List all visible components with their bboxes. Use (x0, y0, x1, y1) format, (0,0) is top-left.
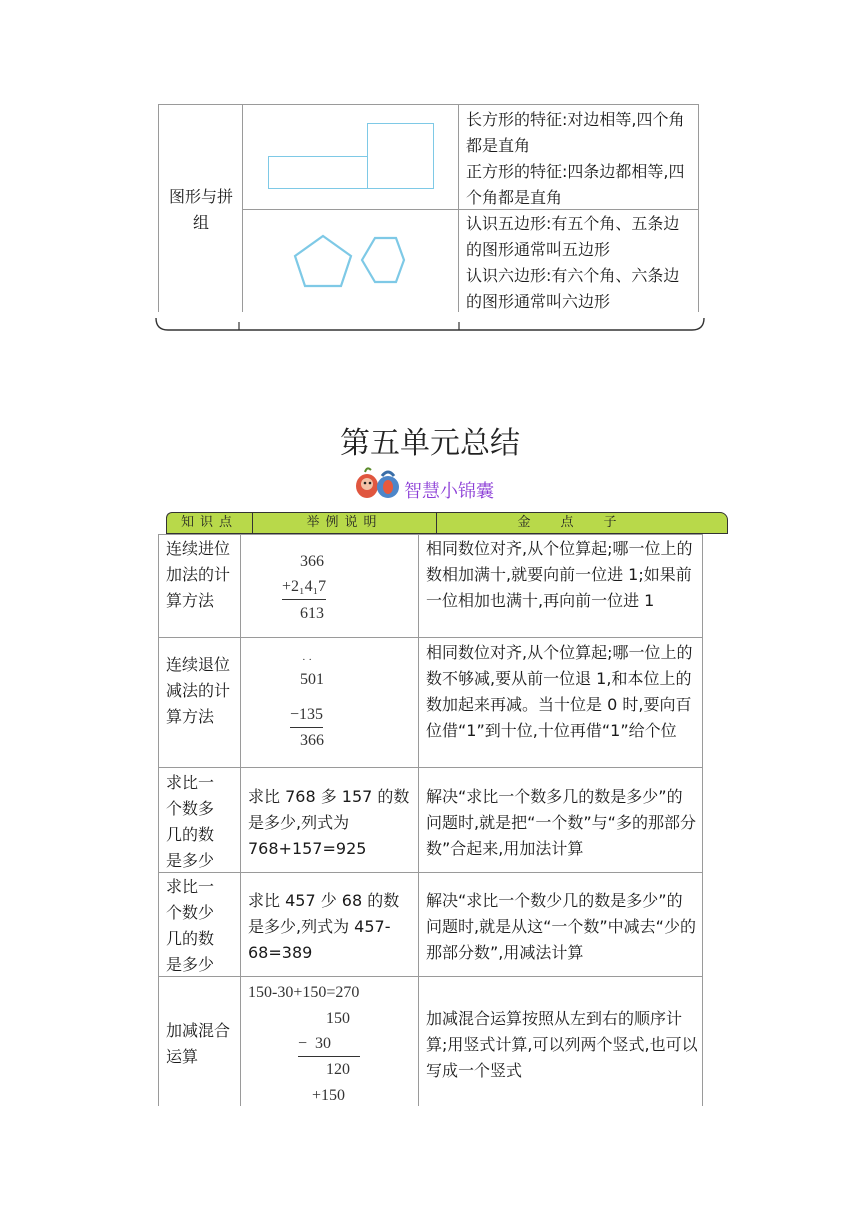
top-table-border (458, 104, 459, 312)
row-topic: 求比一个数多几的数是多少 (166, 773, 215, 870)
row-tip: 解决“求比一个数少几的数是多少”的问题时,就是从这“一个数”中减去“少的那部分数”,用减法计算 (426, 891, 696, 962)
table-rule (158, 534, 159, 1106)
top-table-border (698, 104, 699, 312)
top-table-border (158, 104, 698, 105)
example-line: +150 (312, 1087, 346, 1104)
pentagon-figure (295, 236, 351, 286)
example-line: 366 (300, 553, 324, 570)
example-line: 366 (300, 732, 324, 749)
header-example: 举例说明 (252, 512, 436, 534)
rectangle-figure (268, 156, 368, 189)
table-bottom-bracket (152, 312, 708, 334)
row-example: 求比 457 少 68 的数是多少,列式为 457-68=389 (248, 891, 400, 962)
row-topic: 连续进位加法的计算方法 (166, 539, 231, 610)
row-tip: 解决“求比一个数多几的数是多少”的问题时,就是把“一个数”与“多的那部分数”合起来,用加法计算 (426, 787, 696, 858)
top-table-border (158, 104, 159, 312)
row-example: 求比 768 多 157 的数是多少,列式为 768+157=925 (248, 787, 410, 858)
subtitle-tips: 智慧小锦囊 (404, 481, 494, 502)
square-figure (367, 123, 434, 189)
row-tip: 相同数位对齐,从个位算起;哪一位上的数相加满十,就要向前一位进 1;如果前一位相加也满十,再向前一位进 1 (426, 539, 693, 610)
row-tip: 相同数位对齐,从个位算起;哪一位上的数不够减,要从前一位退 1,和本位上的数加起来再减。当十位是 0 时,要向百位借“1”到十位,十位再借“1”给个位 (426, 643, 693, 740)
top-table-border (242, 104, 243, 312)
mascot-icon (353, 464, 403, 500)
example-line: 501 (300, 671, 324, 688)
row-topic: 加减混合运算 (166, 1021, 231, 1066)
header-knowledge-point: 知识点 (166, 512, 252, 534)
table-rule (702, 534, 703, 1106)
example-line: −135 (290, 703, 323, 728)
example-line: 613 (300, 605, 324, 622)
pentagon-hexagon-description: 认识五边形:有五个角、五条边的图形通常叫五边形 认识六边形:有六个角、六条边的图形通常叫六边形 (466, 214, 680, 311)
borrow-dots: · · (302, 654, 313, 666)
example-line: − 30 (298, 1032, 360, 1057)
rectangle-square-description: 长方形的特征:对边相等,四个角都是直角 正方形的特征:四条边都相等,四个角都是直角 (466, 110, 685, 207)
example-line: 150-30+150=270 (248, 984, 360, 1001)
row-topic: 求比一个数少几的数是多少 (166, 877, 215, 974)
shape-category: 图形与拼组 (168, 187, 233, 232)
header-golden-tip: 金点子 (436, 512, 728, 534)
hexagon-figure (362, 238, 404, 282)
unit-summary-title: 第五单元总结 (340, 426, 520, 461)
example-line: +2₁4₁7 (282, 575, 326, 600)
example-line: 120 (326, 1061, 350, 1078)
example-line: 150 (326, 1010, 350, 1027)
table-rule (240, 534, 241, 1106)
row-topic: 连续退位减法的计算方法 (166, 655, 231, 726)
table-rule (418, 534, 419, 1106)
row-tip: 加减混合运算按照从左到右的顺序计算;用竖式计算,可以列两个竖式,也可以写成一个竖式 (426, 1009, 698, 1080)
polygon-figures (290, 228, 414, 294)
